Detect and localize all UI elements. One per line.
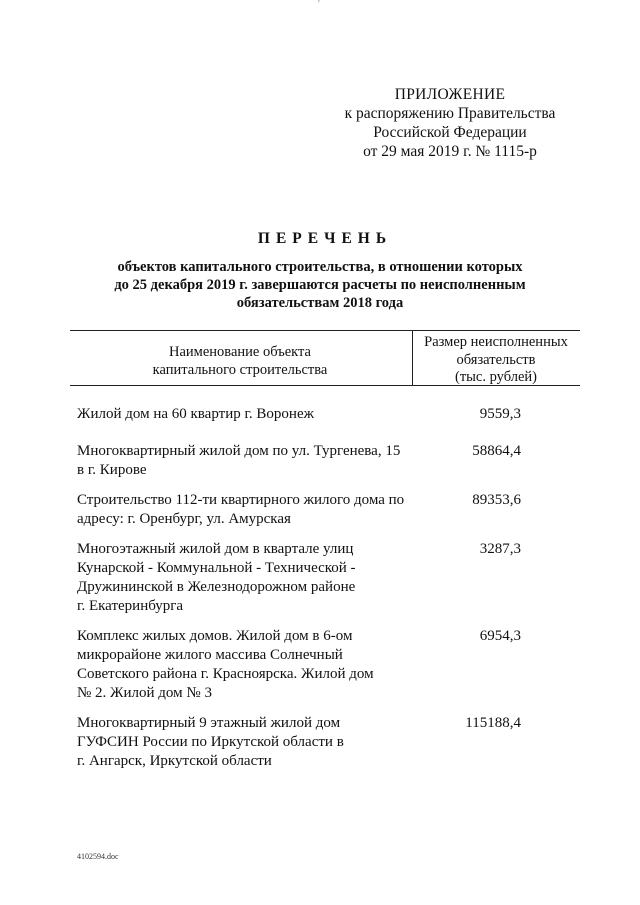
row-name-line: Многоквартирный 9 этажный жилой дом bbox=[77, 715, 341, 731]
appendix-block bbox=[300, 85, 600, 161]
row-name-line: № 2. Жилой дом № 3 bbox=[77, 685, 212, 701]
subtitle-line: до 25 декабря 2019 г. завершаются расчеты по неисполненным bbox=[114, 277, 526, 293]
row-amount: 89353,6 bbox=[472, 492, 521, 508]
row-object-name bbox=[77, 405, 407, 424]
row-amount: 58864,4 bbox=[472, 443, 521, 459]
appendix-line-1: к распоряжению Правительства bbox=[344, 105, 556, 122]
row-object-name bbox=[77, 442, 407, 480]
row-name-line: Комплекс жилых домов. Жилой дом в 6-ом bbox=[77, 628, 353, 644]
row-name-line: в г. Кирове bbox=[77, 462, 147, 478]
row-name-line: Многоквартирный жилой дом по ул. Тургенева, 15 bbox=[77, 443, 401, 459]
subtitle-line: обязательствам 2018 года bbox=[236, 295, 404, 311]
row-name-line: Жилой дом на 60 квартир г. Воронеж bbox=[77, 406, 314, 422]
table-top-rule bbox=[70, 330, 580, 331]
row-amount: 9559,3 bbox=[479, 406, 521, 422]
header-value-line: обязательств bbox=[456, 351, 536, 368]
appendix-line-3: от 29 мая 2019 г. № 1115-р bbox=[363, 143, 537, 160]
row-name-line: Кунарской - Коммунальной - Технической - bbox=[77, 560, 356, 576]
header-value-line: Размер неисполненных bbox=[424, 334, 568, 350]
row-name-line: ГУФСИН России по Иркутской области в bbox=[77, 734, 344, 750]
header-name-line: капитального строительства bbox=[152, 362, 328, 378]
appendix-title: ПРИЛОЖЕНИЕ bbox=[394, 86, 506, 103]
row-name-line: Строительство 112-ти квартирного жилого дома по bbox=[77, 492, 405, 508]
row-name-line: г. Ангарск, Иркутской области bbox=[77, 753, 272, 769]
header-value-line: (тыс. рублей) bbox=[455, 369, 537, 385]
row-name-line: Многоэтажный жилой дом в квартале улиц bbox=[77, 541, 354, 557]
row-amount: 115188,4 bbox=[465, 715, 521, 731]
row-object-name bbox=[77, 627, 407, 703]
header-name-column bbox=[100, 343, 380, 379]
row-object-name bbox=[77, 491, 407, 529]
header-value-column bbox=[412, 334, 580, 387]
row-amount: 3287,3 bbox=[479, 541, 521, 557]
subtitle-line: объектов капитального строительства, в отношении которых bbox=[117, 259, 523, 275]
document-title: ПЕРЕЧЕНЬ bbox=[257, 230, 393, 247]
row-name-line: микрорайоне жилого массива Солнечный bbox=[77, 647, 343, 663]
row-name-line: Дружининской в Железнодорожном районе bbox=[77, 579, 356, 595]
row-name-line: г. Екатеринбурга bbox=[77, 598, 184, 614]
footer-file-code: 4102594.doc bbox=[77, 852, 119, 861]
row-name-line: Советского района г. Красноярска. Жилой дом bbox=[77, 666, 374, 682]
document-subtitle bbox=[90, 258, 550, 312]
row-name-line: адресу: г. Оренбург, ул. Амурская bbox=[77, 511, 291, 527]
row-object-name bbox=[77, 714, 407, 771]
header-name-line: Наименование объекта bbox=[169, 344, 311, 360]
appendix-line-2: Российской Федерации bbox=[373, 124, 527, 141]
page-mark: ' bbox=[318, 0, 320, 10]
row-amount: 6954,3 bbox=[479, 628, 521, 644]
row-object-name bbox=[77, 540, 407, 616]
